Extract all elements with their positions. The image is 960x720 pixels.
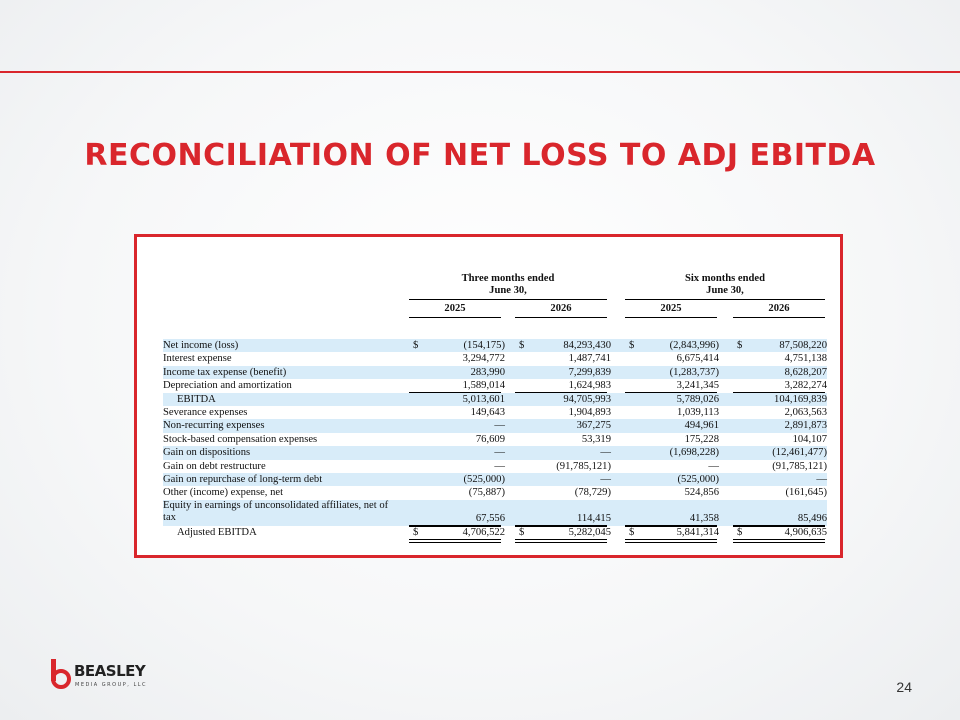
value-cell: —: [494, 460, 505, 472]
group-rule: [409, 299, 607, 300]
value-cell: 1,487,741: [568, 353, 611, 365]
currency-symbol: $: [413, 340, 419, 351]
currency-symbol: $: [519, 526, 525, 538]
value-cell: 6,675,414: [676, 353, 719, 365]
value-cell: (525,000): [463, 473, 505, 485]
currency-symbol: $: [629, 526, 635, 538]
table-row: [163, 406, 827, 419]
row-label: Gain on debt restructure: [163, 460, 266, 472]
value-cell: 76,609: [475, 433, 505, 445]
table-row: [163, 433, 827, 446]
value-cell: —: [494, 420, 505, 432]
value-cell: 1,589,014: [462, 380, 505, 392]
value-cell: 524,856: [684, 487, 719, 499]
value-cell: 1,904,893: [568, 406, 611, 418]
header-rule: [0, 71, 960, 73]
table-row: [163, 486, 827, 499]
value-cell: 104,107: [792, 433, 827, 445]
value-cell: 94,705,993: [563, 393, 611, 405]
row-label: Gain on dispositions: [163, 447, 251, 459]
value-cell: (2,843,996): [669, 340, 719, 351]
currency-symbol: $: [737, 340, 743, 351]
value-cell: 41,358: [689, 512, 719, 524]
value-cell: 84,293,430: [563, 340, 611, 351]
value-cell: 367,275: [576, 420, 611, 432]
total-double-rule: [515, 539, 607, 543]
value-cell: 4,706,522: [462, 526, 505, 538]
value-cell: 2,891,873: [784, 420, 827, 432]
value-cell: 5,282,045: [568, 526, 611, 538]
table-row: [163, 366, 827, 379]
value-cell: 1,624,983: [568, 380, 611, 392]
value-cell: (91,785,121): [772, 460, 827, 472]
page-number: 24: [896, 679, 912, 695]
value-cell: 85,496: [797, 512, 827, 524]
year-rule: [625, 317, 717, 318]
value-cell: 4,751,138: [784, 353, 827, 365]
table-row: [163, 352, 827, 365]
year-header: 2026: [768, 303, 790, 314]
year-header: 2026: [550, 303, 572, 314]
value-cell: 114,415: [576, 512, 611, 524]
table-row: [163, 393, 827, 406]
value-cell: —: [600, 473, 611, 485]
value-cell: (1,283,737): [669, 366, 719, 378]
table-body: [163, 339, 827, 539]
row-label: Equity in earnings of unconsolidated affiliates, net of tax: [163, 499, 389, 523]
table-frame: [134, 234, 843, 558]
year-header: 2025: [660, 303, 682, 314]
value-cell: (78,729): [574, 487, 611, 499]
value-cell: (75,887): [468, 487, 505, 499]
total-double-rule: [409, 539, 501, 543]
row-label: Gain on repurchase of long-term debt: [163, 473, 323, 485]
total-top-rule: [625, 526, 717, 527]
year-rule: [515, 317, 607, 318]
value-cell: 5,841,314: [676, 526, 719, 538]
group-rule: [625, 299, 825, 300]
total-top-rule: [515, 526, 607, 527]
table-row: [163, 460, 827, 473]
group-header-three-months: [409, 273, 607, 297]
group-subtitle: June 30,: [489, 285, 527, 296]
total-top-rule: [733, 526, 825, 527]
value-cell: 87,508,220: [779, 340, 827, 351]
company-logo: [50, 658, 150, 692]
year-rule: [733, 317, 825, 318]
value-cell: (12,461,477): [772, 447, 827, 459]
total-double-rule: [625, 539, 717, 543]
year-header: 2025: [444, 303, 466, 314]
value-cell: 1,039,113: [677, 406, 719, 418]
value-cell: (91,785,121): [556, 460, 611, 472]
total-top-rule: [409, 526, 501, 527]
row-label: Severance expenses: [163, 406, 248, 418]
logo-name: BEASLEY: [74, 662, 146, 680]
value-cell: 7,299,839: [568, 366, 611, 378]
value-cell: —: [708, 460, 719, 472]
row-label: EBITDA: [177, 393, 216, 405]
total-double-rule: [733, 539, 825, 543]
value-cell: (525,000): [677, 473, 719, 485]
value-cell: 149,643: [470, 406, 505, 418]
row-label: Non-recurring expenses: [163, 420, 265, 432]
row-label: Interest expense: [163, 353, 232, 365]
year-rule: [409, 317, 501, 318]
table-row: [163, 526, 827, 539]
value-cell: —: [600, 447, 611, 459]
group-title: Three months ended: [461, 273, 555, 284]
table-row: [163, 379, 827, 392]
value-cell: 4,906,635: [784, 526, 827, 538]
currency-symbol: $: [519, 340, 525, 351]
row-label: Other (income) expense, net: [163, 487, 284, 499]
table-header: [163, 273, 827, 339]
currency-symbol: $: [737, 526, 743, 538]
value-cell: 53,319: [581, 433, 611, 445]
value-cell: (161,645): [785, 487, 827, 499]
row-label: Adjusted EBITDA: [177, 526, 257, 538]
table-row: [163, 473, 827, 486]
value-cell: 67,556: [475, 512, 505, 524]
table-row: [163, 446, 827, 459]
value-cell: —: [494, 447, 505, 459]
value-cell: (154,175): [463, 340, 505, 351]
currency-symbol: $: [629, 340, 635, 351]
row-label: Depreciation and amortization: [163, 380, 292, 392]
value-cell: 3,241,345: [676, 380, 719, 392]
value-cell: (1,698,228): [669, 447, 719, 459]
row-label: Stock-based compensation expenses: [163, 433, 318, 445]
value-cell: 104,169,839: [774, 393, 827, 405]
beasley-b-icon: [50, 658, 72, 690]
row-label: Income tax expense (benefit): [163, 366, 287, 378]
value-cell: 3,282,274: [784, 380, 827, 392]
row-label: Net income (loss): [163, 340, 239, 351]
value-cell: 3,294,772: [462, 353, 505, 365]
value-cell: 175,228: [684, 433, 719, 445]
group-title: Six months ended: [684, 273, 766, 284]
value-cell: 2,063,563: [784, 406, 827, 418]
value-cell: 5,789,026: [676, 393, 719, 405]
table-row: [163, 500, 827, 526]
reconciliation-table: [163, 273, 827, 539]
logo-subtitle: MEDIA GROUP, LLC: [75, 682, 148, 688]
value-cell: 8,628,207: [784, 366, 827, 378]
table-row: [163, 419, 827, 432]
slide-title: RECONCILIATION OF NET LOSS TO ADJ EBITDA: [84, 138, 876, 173]
value-cell: 5,013,601: [462, 393, 505, 405]
value-cell: —: [816, 473, 827, 485]
value-cell: 494,961: [684, 420, 719, 432]
group-header-six-months: [625, 273, 825, 297]
currency-symbol: $: [413, 526, 419, 538]
group-subtitle: June 30,: [706, 285, 744, 296]
table-row: [163, 339, 827, 352]
value-cell: 283,990: [470, 366, 505, 378]
